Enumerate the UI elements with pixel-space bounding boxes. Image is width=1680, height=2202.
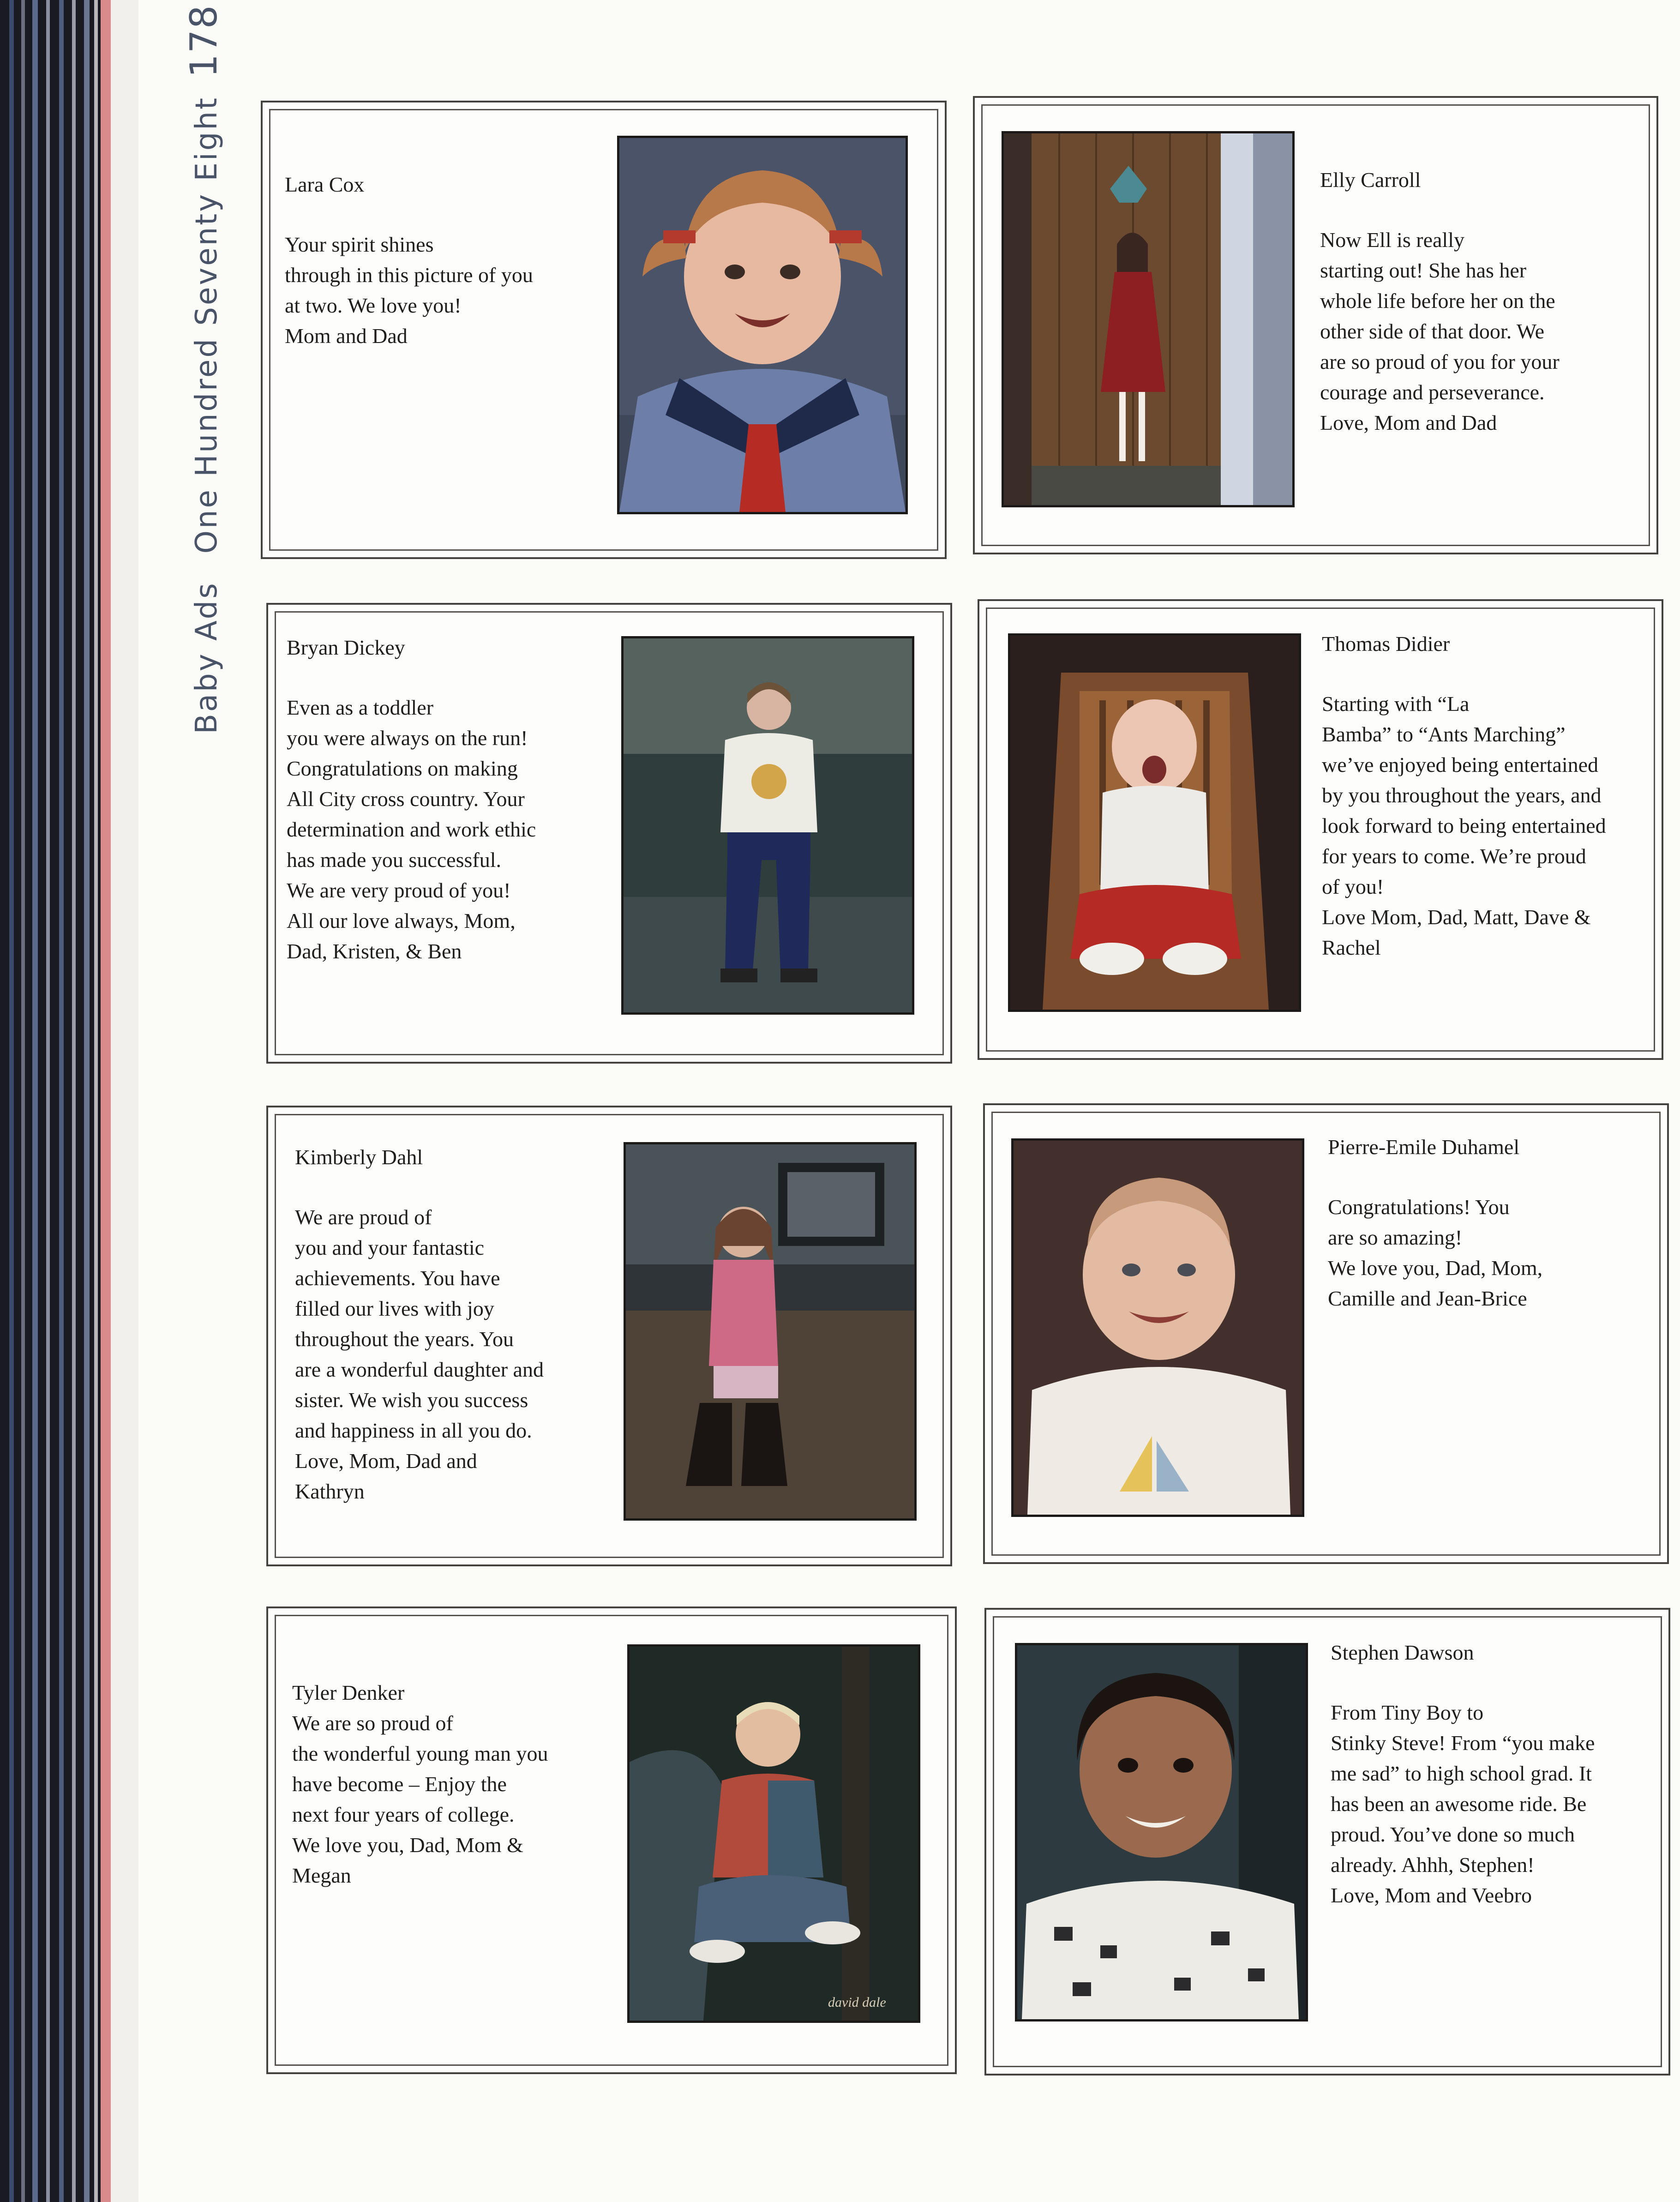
ad-name: Bryan Dickey: [287, 636, 405, 659]
baby-photo: [1008, 633, 1301, 1012]
ad-message: Even as a toddler you were always on the run! Congratulations on making All City cross country. Your determination and work ethic has made you successful. We are very proud of you! All our love always, Mom, Dad, Kristen, & Ben: [287, 696, 536, 963]
running-toddler-photo: [624, 638, 912, 1012]
girl-in-boots-photo: [626, 1144, 914, 1518]
ad-message: From Tiny Boy to Stinky Steve! From “you make me sad” to high school grad. It has been an awesome ride. Be proud. You’ve done so much already. Ahhh, Stephen! Love, Mom and Veebro: [1331, 1701, 1595, 1907]
ad-message: We are proud of you and your fantastic achievements. You have filled our lives with joy throughout the years. You are a wonderful daughter and sister. We wish you success and happiness in all you do. Love, Mom, Dad and Kathryn: [295, 1205, 544, 1503]
ad-name: Pierre-Emile Duhamel: [1328, 1135, 1520, 1159]
baby-ad-elly-carroll: [973, 96, 1658, 554]
ad-message: Congratulations! You are so amazing! We love you, Dad, Mom, Camille and Jean-Brice: [1328, 1195, 1543, 1310]
ad-name: Tyler Denker: [292, 1681, 405, 1704]
baby-ad-thomas-didier: [978, 599, 1663, 1060]
boy-on-bench-photo: [630, 1647, 918, 2021]
baby-photo: [624, 1142, 917, 1521]
baby-photo: [621, 636, 914, 1015]
toddler-girl-photo: [619, 138, 906, 512]
page-title: One Hundred Seventy Eight: [190, 96, 224, 554]
ad-message: We are so proud of the wonderful young man you have become – Enjoy the next four years of college. We love you, Dad, Mom & Megan: [292, 1711, 548, 1887]
section-title: Baby Ads: [190, 581, 224, 734]
ad-message: Now Ell is really starting out! She has her whole life before her on the other side of that door. We are so proud of you for your courage and perseverance. Love, Mom and Dad: [1320, 228, 1560, 434]
ad-message: Your spirit shines through in this picture of you at two. We love you! Mom and Dad: [285, 233, 533, 348]
baby-photo: [1002, 131, 1295, 507]
baby-ad-pierre-emile-duhamel: [983, 1103, 1669, 1564]
page-number: 178: [182, 4, 225, 78]
ad-name: Kimberly Dahl: [295, 1145, 423, 1169]
photographer-signature: david dale: [828, 1995, 886, 2010]
baby-ad-tyler-denker: [266, 1606, 957, 2074]
baby-ad-lara-cox: [261, 101, 947, 559]
page-edge-red: [101, 0, 111, 2202]
ad-name: Lara Cox: [285, 173, 365, 196]
running-header: [182, 4, 225, 734]
baby-photo: [617, 136, 908, 514]
baby-photo: [1015, 1643, 1308, 2022]
baby-ad-stephen-dawson: [984, 1608, 1670, 2076]
baby-in-chair-photo: [1010, 636, 1299, 1010]
ad-name: Elly Carroll: [1320, 168, 1421, 192]
ad-message: Starting with “La Bamba” to “Ants Marching” we’ve enjoyed being entertained by you throughout the years, and look forward to being entertained for years to come. We’re proud of you! Love Mom, Dad, Matt, Dave & Rachel: [1322, 692, 1606, 959]
smiling-baby-photo: [1014, 1141, 1302, 1515]
baby-ad-kimberly-dahl: [266, 1106, 952, 1566]
baby-ad-bryan-dickey: [266, 603, 952, 1064]
girl-at-door-photo: [1004, 133, 1292, 505]
ad-name: Stephen Dawson: [1331, 1641, 1474, 1664]
smiling-boy-photo: [1017, 1645, 1306, 2019]
baby-photo: [627, 1644, 920, 2023]
ad-name: Thomas Didier: [1322, 632, 1450, 656]
baby-photo: [1011, 1138, 1304, 1517]
page-gutter: [111, 0, 138, 2202]
